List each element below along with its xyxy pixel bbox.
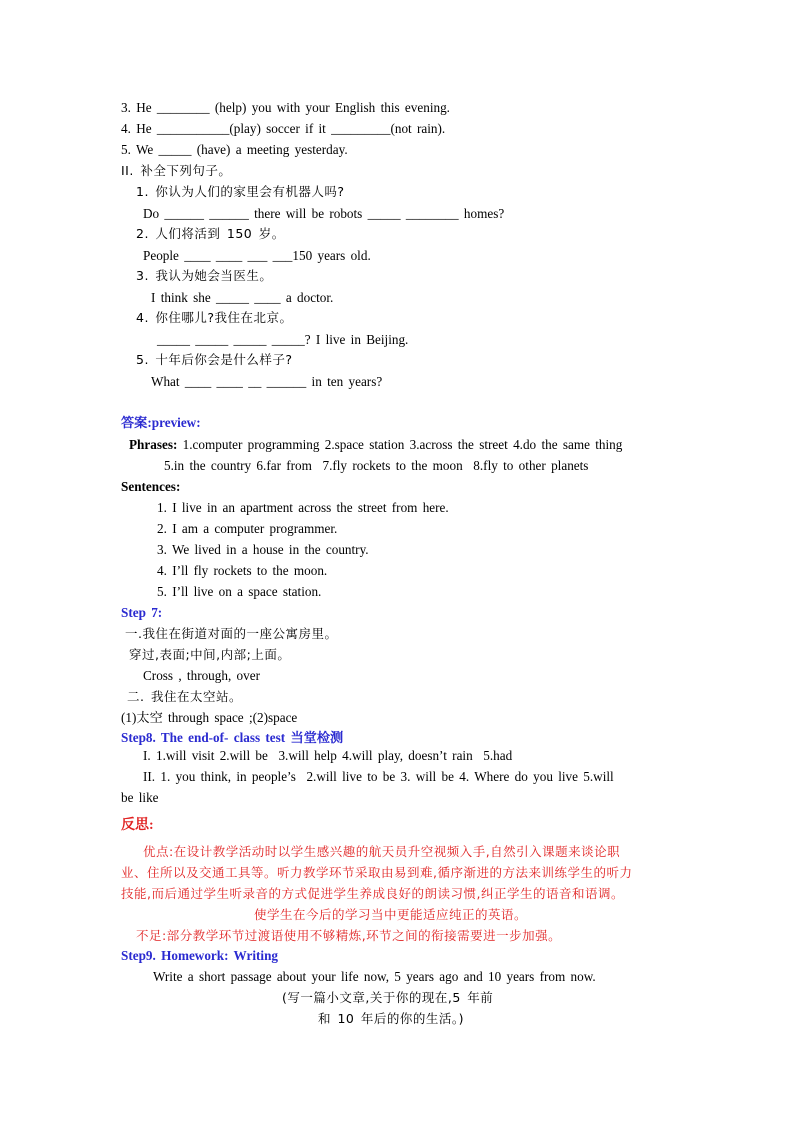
exercise2-item-1-cn: 1. 你认为人们的家里会有机器人吗? (136, 184, 345, 199)
step7-line-2: 穿过,表面;中间,内部;上面。 (129, 647, 291, 662)
exercise2-item-4-cn: 4. 你住哪儿?我住在北京。 (136, 310, 293, 325)
reflection-pro-line-3: 技能,而后通过学生听录音的方式促进学生养成良好的朗读习惯,纠正学生的语音和语调。 (121, 886, 624, 901)
step7-heading: Step 7: (121, 605, 163, 620)
step9-line-2: (写一篇小文章,关于你的现在,5 年前 (282, 990, 494, 1005)
sentences-label: Sentences: (121, 479, 181, 494)
reflection-heading: 反思: (121, 818, 154, 833)
step7-line-5: (1)太空 through space ;(2)space (121, 710, 298, 725)
sentence-1: 1. I live in an apartment across the street from here. (157, 500, 449, 515)
reflection-pro-line-1: 优点:在设计教学活动时以学生感兴趣的航天员升空视频入手,自然引入课题来谈论职 (143, 844, 621, 859)
reflection-pro-line-4: 使学生在今后的学习当中更能适应纯正的英语。 (254, 907, 528, 922)
exercise2-item-1-en: Do ______ ______ there will be robots _____ ________ homes? (143, 206, 505, 221)
exercise-line-4: 4. He ___________(play) soccer if it _________(not rain). (121, 121, 446, 136)
phrases-text-1: 1.computer programming 2.space station 3.across the street 4.do the same thing (182, 437, 623, 452)
sentence-2: 2. I am a computer programmer. (157, 521, 338, 536)
phrases-line-2: 5.in the country 6.far from 7.fly rockets to the moon 8.fly to other planets (164, 458, 589, 473)
phrases-label: Phrases: (129, 437, 178, 452)
phrases-line-1 (129, 436, 622, 453)
exercise-line-5: 5. We _____ (have) a meeting yesterday. (121, 142, 348, 157)
step8-line-3: be like (121, 790, 159, 805)
step7-line-4: 二. 我住在太空站。 (127, 689, 242, 704)
step9-heading: Step9. Homework: Writing (121, 948, 278, 963)
step8-heading: Step8. The end-of- class test 当堂检测 (121, 730, 344, 745)
answers-heading: 答案:preview: (121, 415, 201, 430)
step8-line-1: I. 1.will visit 2.will be 3.will help 4.will play, doesn’t rain 5.had (143, 748, 513, 763)
exercise2-item-5-cn: 5. 十年后你会是什么样子? (136, 352, 293, 367)
exercise2-item-2-en: People ____ ____ ___ ___150 years old. (143, 248, 371, 263)
exercise2-item-3-en: I think she _____ ____ a doctor. (151, 290, 334, 305)
step7-line-3: Cross , through, over (143, 668, 260, 683)
exercise2-item-5-en: What ____ ____ __ ______ in ten years? (151, 374, 383, 389)
exercise-line-3: 3. He ________ (help) you with your English this evening. (121, 100, 450, 115)
exercise2-item-3-cn: 3. 我认为她会当医生。 (136, 268, 273, 283)
sentence-4: 4. I’ll fly rockets to the moon. (157, 563, 328, 578)
step8-line-2: II. 1. you think, in people’s 2.will live to be 3. will be 4. Where do you live 5.will (143, 769, 614, 784)
step7-line-1: 一.我住在街道对面的一座公寓房里。 (125, 626, 338, 641)
exercise2-item-4-en: _____ _____ _____ _____? I live in Beijing. (157, 332, 409, 347)
step9-line-1: Write a short passage about your life now, 5 years ago and 10 years from now. (153, 969, 596, 984)
exercise2-title: II. 补全下列句子。 (121, 163, 232, 178)
reflection-con-line: 不足:部分教学环节过渡语使用不够精炼,环节之间的衔接需要进一步加强。 (136, 928, 562, 943)
step9-line-3: 和 10 年后的你的生活。) (318, 1011, 464, 1026)
sentence-3: 3. We lived in a house in the country. (157, 542, 369, 557)
reflection-pro-line-2: 业、住所以及交通工具等。听力教学环节采取由易到难,循序渐进的方法来训练学生的听力 (121, 865, 633, 880)
exercise2-item-2-cn: 2. 人们将活到 150 岁。 (136, 226, 285, 241)
sentence-5: 5. I’ll live on a space station. (157, 584, 322, 599)
